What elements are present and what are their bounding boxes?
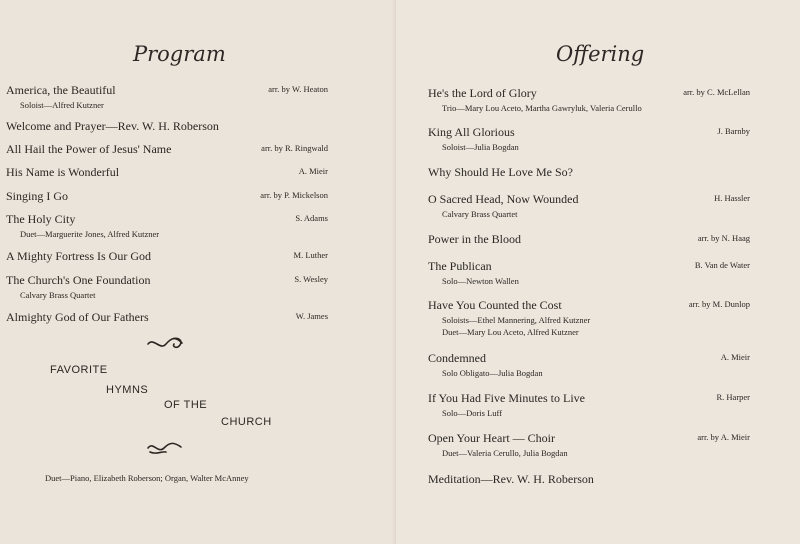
item-title: A Mighty Fortress Is Our God <box>6 249 152 263</box>
hymns-line-2: HYMNS <box>106 384 149 396</box>
item-credit: S. Wesley <box>294 274 328 284</box>
offering-item <box>428 192 750 219</box>
offering-item <box>428 391 750 418</box>
item-title: The Church's One Foundation <box>6 273 151 287</box>
program-item <box>6 119 328 134</box>
offering-item <box>428 125 750 152</box>
item-performer: Calvary Brass Quartet <box>442 209 518 219</box>
program-item <box>6 165 328 180</box>
item-title: The Publican <box>428 259 492 273</box>
item-title: All Hail the Power of Jesus' Name <box>6 142 172 156</box>
offering-item <box>428 232 750 247</box>
item-title: The Holy City <box>6 212 76 226</box>
item-performer: Soloist—Alfred Kutzner <box>20 100 104 110</box>
item-credit: arr. by C. McLellan <box>683 87 750 97</box>
item-credit: arr. by N. Haag <box>697 233 750 243</box>
item-performer: Soloist—Julia Bogdan <box>442 142 519 152</box>
item-credit: arr. by W. Heaton <box>268 84 328 94</box>
item-credit: B. Van de Water <box>694 260 750 270</box>
hymns-line-1: FAVORITE <box>50 364 108 376</box>
item-credit: J. Barnby <box>717 126 750 136</box>
item-credit: A. Mieir <box>298 166 328 176</box>
program-item <box>6 249 328 264</box>
offering-item <box>428 472 750 487</box>
item-credit: A. Mieir <box>720 352 750 362</box>
item-title: Why Should He Love Me So? <box>428 165 573 179</box>
flourish-ornament-icon <box>146 440 184 456</box>
item-performer: Duet—Valeria Cerullo, Julia Bogdan <box>442 448 568 458</box>
item-title: King All Glorious <box>428 125 515 139</box>
program-item <box>6 212 328 239</box>
flourish-ornament-icon <box>146 335 186 353</box>
item-title: He's the Lord of Glory <box>428 86 537 100</box>
item-title: America, the Beautiful <box>6 83 116 97</box>
hymns-line-4: CHURCH <box>221 416 272 428</box>
item-performer: Solo—Doris Luff <box>442 408 503 418</box>
program-item <box>6 310 328 325</box>
item-title: Welcome and Prayer—Rev. W. H. Roberson <box>6 119 219 133</box>
item-title: Open Your Heart — Choir <box>428 431 555 445</box>
item-performer: Trio—Mary Lou Aceto, Martha Gawryluk, Valeria Cerullo <box>442 103 642 113</box>
item-title: O Sacred Head, Now Wounded <box>428 192 579 206</box>
offering-item <box>428 165 750 180</box>
program-item <box>6 273 328 300</box>
program-item <box>6 142 328 157</box>
hymns-line-3: OF THE <box>164 399 208 411</box>
item-performer: Duet—Marguerite Jones, Alfred Kutzner <box>20 229 160 239</box>
item-credit: S. Adams <box>295 213 328 223</box>
item-title: Condemned <box>428 351 486 365</box>
item-title: Meditation—Rev. W. H. Roberson <box>428 472 594 486</box>
item-credit: M. Luther <box>293 250 328 260</box>
program-heading: Program <box>133 42 226 66</box>
item-credit: W. James <box>295 311 328 321</box>
item-credit: R. Harper <box>716 392 750 402</box>
offering-page <box>396 0 800 544</box>
item-title: If You Had Five Minutes to Live <box>428 391 585 405</box>
item-title: Almighty God of Our Fathers <box>6 310 149 324</box>
item-performer: Soloists—Ethel Mannering, Alfred Kutzner <box>442 315 591 325</box>
accompanist-footer: Duet—Piano, Elizabeth Roberson; Organ, Walter McAnney <box>45 473 249 483</box>
offering-item <box>428 431 750 458</box>
item-credit: arr. by P. Mickelson <box>260 190 328 200</box>
offering-item <box>428 298 750 337</box>
program-item <box>6 189 328 204</box>
item-credit: arr. by M. Dunlop <box>688 299 750 309</box>
program-page <box>0 0 396 544</box>
program-item <box>6 83 328 110</box>
offering-heading: Offering <box>556 42 645 66</box>
offering-item <box>428 259 750 286</box>
item-credit: arr. by A. Mieir <box>697 432 750 442</box>
item-performer: Solo—Newton Wallen <box>442 276 519 286</box>
item-credit: H. Hassler <box>714 193 750 203</box>
item-title: Power in the Blood <box>428 232 521 246</box>
item-credit: arr. by R. Ringwald <box>261 143 328 153</box>
item-performer: Solo Obligato—Julia Bogdan <box>442 368 543 378</box>
item-title: Singing I Go <box>6 189 69 203</box>
item-performer: Duet—Mary Lou Aceto, Alfred Kutzner <box>442 327 579 337</box>
item-performer: Calvary Brass Quartet <box>20 290 96 300</box>
item-title: Have You Counted the Cost <box>428 298 562 312</box>
offering-item <box>428 86 750 113</box>
item-title: His Name is Wonderful <box>6 165 120 179</box>
offering-item <box>428 351 750 378</box>
